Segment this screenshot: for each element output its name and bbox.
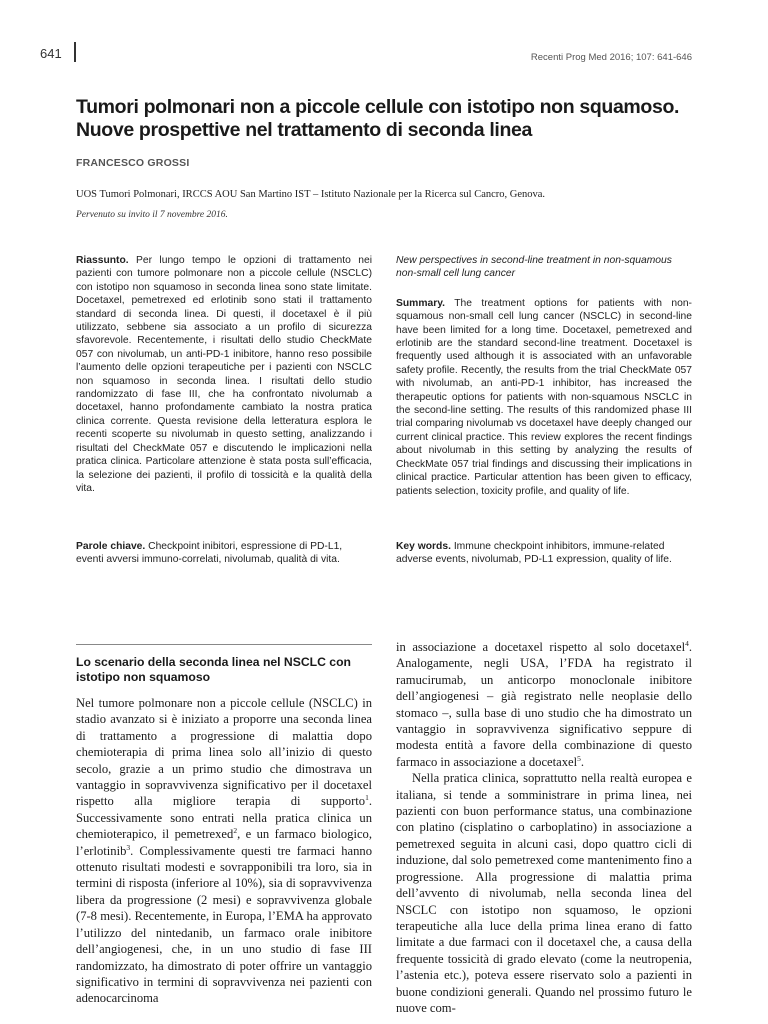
abstract-english [396,254,692,498]
body-text: , e un farmaco biologico, l’erlotinib [76,827,372,858]
body-text: . [580,754,585,769]
abstract-italian-text: Per lungo tempo le opzioni di trattamento nei pazienti con tumore polmonare non a piccole cellule (NSCLC) con istotipo non squamoso in seconda linea sono state limitate. Docetaxel, pemetrexed ed erlotinib sono stati il trattamento standard di seconda linea. Di questi, il docetaxel è il più utilizzato, sebbene sia associato a un profilo di sicurezza sfavorevole. Recentemente, i risultati dello studio CheckMate 057 con nivolumab, un anti-PD-1 inibitore, hanno reso possibile l’aumento delle opzioni terapeutiche per i pazienti con NSCLC non squamoso in seconda linea. I risultati dello studio randomizzato di fase III, che ha confrontato nivolumab a docetaxel, hanno profondamente cambiato la nostra pratica clinica corrente. Questa revisione della letteratura esplora le recenti scoperte su nivolumab in questo setting, analizzando i risultati del CheckMate 057 e discutendo le implicazioni nella pratica clinica. Particolare attenzione è stata posta sull’efficacia, la selezione dei pazienti, il profilo di tossicità e la qualità della vita. [76,255,372,494]
body-column-right [396,639,692,1016]
body-text: Nel tumore polmonare non a piccole cellule (NSCLC) in stadio avanzato si è iniziato a proporre una seconda linea di trattamento a progressione di malattia dopo chemioterapia di prima linea solo all’inizio di questo secolo, grazie a un primo studio che dimostrava un vantaggio in sopravvivenza significativo per il docetaxel rispetto alla migliore terapia di supporto [76,696,372,809]
abstract-english-text: The treatment options for patients with non-squamous non-small cell lung cancer (NSCLC) in second-line have been limited for a long time. Docetaxel, pemetrexed and erlotinib are the standard second-line treatment. Docetaxel is frequently used although it is associated with an unfavorable safety profile. Recently, the results from the trial CheckMate 057 with nivolumab, an anti-PD-1 inhibitor, has increased the therapeutic options for patients with non-squamous NSCLC in the second-line setting. The results of this randomized phase III trial comparing nivolumab vs docetaxel have deeply changed our current clinical practice. This review explores the recent findings about nivolumab in this setting by analyzing the results of CheckMate 057 trial findings and discussing their implications in clinical practice. Particular attention has been given to efficacy, patients selection, toxicity profile, and quality of life. [396,297,692,497]
keywords-italian-label: Parole chiave. [76,541,146,552]
title-line-2: Nuove prospettive nel trattamento di seconda linea [76,119,533,141]
body-column-left [76,695,372,1007]
page-number-divider [74,42,76,62]
reference-2: 2 [233,826,238,836]
keywords-italian-text: Checkpoint inibitori, espressione di PD-L1, eventi avversi immuno-correlati, nivolumab, qualità di vita. [76,541,343,566]
author-name: FRANCESCO GROSSI [76,157,190,169]
section-divider [76,644,372,645]
abstract-italian [76,254,372,495]
body-paragraph-1-part-1 [76,695,372,1007]
author-affiliation: UOS Tumori Polmonari, IRCCS AOU San Martino IST – Istituto Nazionale per la Ricerca sul Cancro, Genova. [76,189,546,200]
english-title: New perspectives in second-line treatment in non-squamous non-small cell lung cancer [396,255,672,280]
body-paragraph-1-part-2 [396,639,692,770]
body-text-split: in associazione a docetaxel rispetto al solo docetaxel [396,640,686,654]
body-text: . Successivamente sono entrati nella pratica clinica un chemioterapico, il pemetrexed [76,794,372,842]
section-heading: Lo scenario della seconda linea nel NSCLC con istotipo non squamoso [76,655,351,684]
reference-1: 1 [365,793,369,803]
abstract-italian-label: Riassunto. [76,255,129,266]
body-text: . Analogamente, negli USA, l’FDA ha registrato il ramucirumab, un anticorpo monoclonale inibitore dell’angiogenesi – già registrato nelle neoplasie dello stomaco –, sulla base di uno studio che ha dimostrato un vantaggio in sopravvivenza significativo seppure di modesta entità a favore della combinazione di questo farmaco in associazione a docetaxel [396,640,692,769]
reference-4: 4 [685,638,689,648]
title-line-1: Tumori polmonari non a piccole cellule con istotipo non squamoso. [76,96,680,118]
body-paragraph-2: Nella pratica clinica, soprattutto nella realtà europea e italiana, si tende a somministrare in prima linea, nei pazienti con buon performance status, una combinazione con platino (cisplatino o carboplatino) in associazione a pemetrexed seguita in alcuni casi, dopo quattro cicli di induzione, dal solo pemetrexed come mantenimento fino a progressione. Alla progressione di malattia prima dell’avvento di nivolumab, nella seconda linea del NSCLC con istotipo non squamoso, le opzioni terapeutiche alla luce della prima linea erano di fatto limitate a due farmaci con il docetaxel che, a causa della frequente tossicità di grado elevato (come la neutropenia, l’astenia etc.), poteva essere riservato solo a pazienti in buone condizioni generali. Quando nel prossimo futuro le nuove com- [396,771,692,1015]
page-number: 641 [40,46,62,61]
keywords-english [396,540,692,567]
keywords-italian [76,540,372,567]
reference-5: 5 [577,753,581,763]
received-note: Pervenuto su invito il 7 novembre 2016. [76,210,228,220]
body-text-split: . Complessivamente questi tre farmaci hanno ottenuto risultati modesti e sovrapponibili tra loro, sia in termini di risposta (inferiore al 10%), sia di sopravvivenza libera da progressione (2 mesi) e sopravvivenza globale (7-8 mesi). Recentemente, in Europa, l’EMA ha approvato l’utilizzo del nintedanib, un farmaco orale inibitore dell’angiogenesi, che, in un uno studio di fase III randomizzato, ha dimostrato di poter offrire un vantaggio significativo in termini di sopravvivenza nei pazienti con adenocarcinoma [76,843,372,1006]
article-title [76,96,716,142]
keywords-english-label: Key words. [396,541,451,552]
abstract-english-label: Summary. [396,297,446,309]
reference-3: 3 [126,842,131,852]
keywords-english-text: Immune checkpoint inhibitors, immune-related adverse events, nivolumab, PD-L1 expression, quality of life. [396,541,672,566]
journal-citation: Recenti Prog Med 2016; 107: 641-646 [530,52,692,63]
